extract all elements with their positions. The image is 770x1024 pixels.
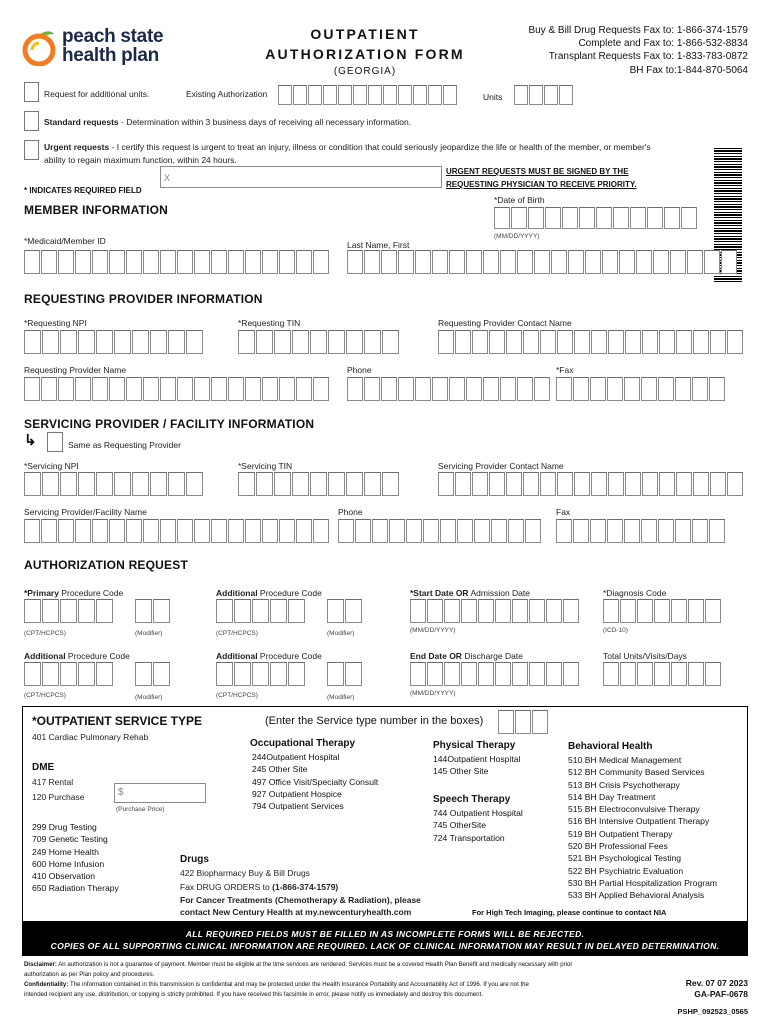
cpt-note-4: (CPT/HCPCS)	[216, 692, 258, 699]
peach-logo-icon	[22, 28, 58, 66]
bh-item: 519 BH Outpatient Therapy	[568, 828, 673, 839]
additional-code-field-3[interactable]	[216, 662, 305, 686]
primary-modifier-field[interactable]	[135, 599, 170, 623]
ot-heading: Occupational Therapy	[250, 738, 356, 749]
additional-code-label-1	[216, 588, 322, 598]
fax-complete: Complete and Fax to: 1-866-532-8834	[578, 38, 748, 50]
modifier-note-3: (Modifier)	[135, 694, 163, 701]
end-t: Discharge Date	[461, 651, 523, 661]
misc-item: 709 Genetic Testing	[32, 834, 108, 845]
additional-code-label-3	[216, 651, 322, 661]
additional-modifier-field-2[interactable]	[135, 662, 170, 686]
additional-code-field-1[interactable]	[216, 599, 305, 623]
additional3-t: Procedure Code	[257, 651, 322, 661]
additional1-t: Procedure Code	[257, 588, 322, 598]
form-code: GA-PAF-0678	[694, 989, 748, 999]
st-list	[433, 807, 523, 844]
start-b: *Start Date OR	[410, 588, 469, 598]
service-type-field[interactable]	[498, 710, 548, 734]
member-name-field[interactable]	[347, 250, 737, 274]
required-banner	[22, 922, 748, 956]
end-date-label	[410, 651, 523, 661]
cpt-note-2: (CPT/HCPCS)	[216, 630, 258, 637]
existing-auth-field[interactable]	[278, 85, 457, 105]
req-fax-label: *Fax	[556, 365, 574, 375]
start-date-label	[410, 588, 530, 598]
pt-heading: Physical Therapy	[433, 740, 516, 751]
disclaimer	[24, 960, 644, 1000]
additional-code-label-2	[24, 651, 130, 661]
misc-item: 299 Drug Testing	[32, 822, 97, 832]
request-additional-label: Request for additional units.	[44, 89, 150, 99]
pt-item: 144Outpatient Hospital	[433, 754, 521, 764]
member-name-label: Last Name, First	[347, 240, 410, 250]
bh-item: 520 BH Professional Fees	[568, 841, 668, 852]
bh-item: 533 BH Applied Behavioral Analysis	[568, 890, 705, 901]
misc-item: 650 Radiation Therapy	[32, 883, 119, 894]
disclaimer-b: Disclaimer:	[24, 961, 57, 968]
dme-heading: DME	[32, 762, 55, 773]
ot-item: 927 Outpatient Hospice	[252, 788, 342, 799]
mmdd-note-1: (MM/DD/YYYY)	[410, 627, 456, 634]
standard-request-text	[44, 117, 411, 127]
req-phone-label: Phone	[347, 365, 372, 375]
cpt-note-3: (CPT/HCPCS)	[24, 692, 66, 699]
svc-contact-label: Servicing Provider Contact Name	[438, 461, 564, 471]
bh-item: 512 BH Community Based Services	[568, 767, 705, 778]
purchase-price-field[interactable]	[114, 783, 206, 803]
req-name-field[interactable]	[24, 377, 329, 401]
pt-item: 145 Other Site	[433, 766, 489, 777]
bh-item: 514 BH Day Treatment	[568, 791, 656, 802]
arrow-return-icon: ↳	[24, 432, 37, 449]
dob-field[interactable]	[494, 207, 697, 229]
additional3-b: Additional	[216, 651, 258, 661]
confidentiality-t2: intended recipient any use, distribution, or copying is strictly prohibited. If you have received this facsimile in error, please notify us immediately and destroy this document.	[24, 991, 483, 998]
signature-x: X	[164, 173, 171, 183]
svc-phone-field[interactable]	[338, 519, 541, 543]
purchase-price-note: (Purchase Price)	[116, 806, 165, 813]
primary-code-field[interactable]	[24, 599, 113, 623]
end-date-field[interactable]	[410, 662, 579, 686]
same-as-requesting-checkbox[interactable]	[47, 432, 63, 452]
disclaimer-t2: authorization as per Plan policy and procedures.	[24, 971, 155, 978]
additional-code-field-2[interactable]	[24, 662, 113, 686]
primary-b: *Primary	[24, 588, 59, 598]
urgent-sign-line1: URGENT REQUESTS MUST BE SIGNED BY THE	[446, 167, 629, 176]
bh-heading: Behavioral Health	[568, 741, 653, 752]
logo-text-line2: health plan	[62, 45, 159, 66]
primary-t: Procedure Code	[58, 588, 124, 598]
dme-rental: 417 Rental	[32, 777, 74, 787]
modifier-note-1: (Modifier)	[135, 630, 163, 637]
physician-signature-field[interactable]	[160, 166, 442, 188]
svc-tin-label: *Servicing TIN	[238, 461, 293, 471]
bh-item: 516 BH Intensive Outpatient Therapy	[568, 816, 710, 827]
bh-item: 510 BH Medical Management	[568, 755, 682, 765]
urgent-sign-line2: REQUESTING PHYSICIAN TO RECEIVE PRIORITY.	[446, 180, 637, 189]
member-id-label: *Medicaid/Member ID	[24, 236, 106, 246]
ot-item: 245 Other Site	[252, 764, 308, 775]
standard-request-checkbox[interactable]	[24, 111, 39, 131]
req-phone-field[interactable]	[347, 377, 550, 401]
bh-list	[568, 754, 717, 902]
st-item: 745 OtherSite	[433, 820, 487, 831]
form-state: (GEORGIA)	[333, 66, 397, 77]
svc-name-field[interactable]	[24, 519, 329, 543]
req-fax-field[interactable]	[556, 377, 725, 401]
ot-item: 244Outpatient Hospital	[252, 752, 340, 762]
cancer-line1: For Cancer Treatments (Chemotherapy & Radiation), please	[180, 895, 421, 905]
dob-label: *Date of Birth	[494, 195, 545, 205]
st-item: 724 Transportation	[433, 832, 505, 843]
form-title-line2: AUTHORIZATION FORM	[265, 46, 465, 62]
service-type-heading: *OUTPATIENT SERVICE TYPE	[32, 714, 203, 728]
form-title-line1: OUTPATIENT	[310, 26, 420, 42]
svc-npi-field[interactable]	[24, 472, 203, 496]
svc-npi-label: *Servicing NPI	[24, 461, 79, 471]
urgent-request-text	[44, 141, 651, 167]
urgent-request-checkbox[interactable]	[24, 140, 39, 160]
high-tech-note: For High Tech Imaging, please continue to contact NIA	[472, 908, 667, 917]
start-date-field[interactable]	[410, 599, 579, 623]
modifier-note-2: (Modifier)	[327, 630, 355, 637]
req-name-label: Requesting Provider Name	[24, 365, 127, 375]
banner-line1: ALL REQUIRED FIELDS MUST BE FILLED IN AS INCOMPLETE FORMS WILL BE REJECTED.	[185, 929, 585, 939]
drugs-fax-num: (1-866-374-1579)	[272, 882, 339, 892]
drugs-item: 422 Biopharmacy Buy & Bill Drugs	[180, 868, 310, 878]
req-tin-label: *Requesting TIN	[238, 318, 301, 328]
drugs-heading: Drugs	[180, 854, 209, 865]
cardiac-rehab: 401 Cardiac Pulmonary Rehab	[32, 732, 149, 742]
diagnosis-label: *Diagnosis Code	[603, 588, 667, 598]
confidentiality-t: The information contained in this transmission is confidential and may be protected under the Health Insurance Portability and Accountability Act of 1996. If you are not the	[68, 981, 529, 988]
banner-line2: COPIES OF ALL SUPPORTING CLINICAL INFORMATION ARE REQUIRED. LACK OF CLINICAL INFORMATION MAY RESULT IN DELAYED DETERMINATION.	[50, 941, 720, 951]
auth-heading: AUTHORIZATION REQUEST	[24, 558, 188, 572]
svc-contact-field[interactable]	[438, 472, 743, 496]
fax-transplant: Transplant Requests Fax to: 1-833-783-0872	[548, 51, 748, 63]
urgent-desc: - I certify this request is urgent to treat an injury, illness or condition that could seriously jeopardize the life or health of the member, or member's	[109, 142, 651, 152]
drugs-fax-pre: Fax DRUG ORDERS to	[180, 882, 273, 892]
standard-bold: Standard requests	[44, 117, 119, 127]
additional-modifier-field-1[interactable]	[327, 599, 362, 623]
ot-item: 794 Outpatient Services	[252, 801, 344, 812]
svc-tin-field[interactable]	[238, 472, 399, 496]
disclaimer-t: An authorization is not a guarantee of payment. Member must be eligible at the time services are rendered. Services must be a covered Health Plan Benefit and medically necessary with prior	[56, 961, 573, 968]
end-b: End Date OR	[410, 651, 462, 661]
icd-note: (ICD-10)	[603, 627, 628, 634]
required-note: * INDICATES REQUIRED FIELD	[24, 186, 142, 195]
urgent-desc2: ability to regain maximum function, within 24 hours.	[44, 155, 237, 165]
member-heading: MEMBER INFORMATION	[24, 203, 169, 217]
same-as-requesting-label: Same as Requesting Provider	[68, 440, 181, 450]
servicing-heading: SERVICING PROVIDER / FACILITY INFORMATION	[24, 417, 315, 431]
dob-format: (MM/DD/YYYY)	[494, 233, 540, 240]
total-units-field[interactable]	[603, 662, 721, 686]
fax-bh: BH Fax to:1-844-870-5064	[629, 64, 748, 76]
cpt-note-1: (CPT/HCPCS)	[24, 630, 66, 637]
additional2-t: Procedure Code	[65, 651, 130, 661]
modifier-note-4: (Modifier)	[327, 694, 355, 701]
additional-units-checkbox[interactable]	[24, 82, 39, 102]
bh-item: 530 BH Partial Hospitalization Program	[568, 877, 718, 888]
confidentiality-b: Confidentiality:	[24, 981, 69, 988]
cancer-line2: contact New Century Health at my.newcenturyhealth.com	[180, 907, 412, 917]
drugs-fax	[180, 882, 338, 892]
misc-item: 600 Home Infusion	[32, 858, 105, 869]
st-heading: Speech Therapy	[433, 794, 511, 805]
bh-item: 521 BH Psychological Testing	[568, 853, 682, 864]
urgent-bold: Urgent requests	[44, 142, 110, 152]
req-npi-field[interactable]	[24, 330, 203, 354]
misc-services-list	[32, 821, 119, 895]
pt-list	[433, 753, 520, 778]
additional2-b: Additional	[24, 651, 66, 661]
primary-code-label	[24, 588, 123, 598]
req-contact-field[interactable]	[438, 330, 743, 354]
ot-list	[252, 751, 378, 812]
logo-text-line1: peach state	[62, 26, 164, 47]
misc-item: 410 Observation	[32, 871, 96, 882]
dme-purchase: 120 Purchase	[32, 792, 85, 802]
svc-fax-label: Fax	[556, 507, 571, 517]
start-t: Admission Date	[468, 588, 530, 598]
additional-modifier-field-3[interactable]	[327, 662, 362, 686]
svc-name-label: Servicing Provider/Facility Name	[24, 507, 147, 517]
doc-id: PSHP_092523_0565	[677, 1007, 748, 1016]
bh-item: 515 BH Electroconvulsive Therapy	[568, 804, 700, 815]
units-label: Units	[483, 92, 503, 102]
mmdd-note-2: (MM/DD/YYYY)	[410, 690, 456, 697]
logo	[22, 24, 172, 68]
additional1-b: Additional	[216, 588, 258, 598]
service-type-instructions: (Enter the Service type number in the boxes)	[265, 715, 484, 727]
req-contact-label: Requesting Provider Contact Name	[438, 318, 572, 328]
bh-item: 513 BH Crisis Psychotherapy	[568, 779, 680, 790]
dollar-sign: $	[118, 787, 124, 798]
svc-fax-field[interactable]	[556, 519, 725, 543]
standard-desc: - Determination within 3 business days of receiving all necessary information.	[118, 117, 412, 127]
bh-item: 522 BH Psychiatric Evaluation	[568, 865, 684, 876]
total-units-label: Total Units/Visits/Days	[603, 651, 687, 661]
ot-item: 497 Office Visit/Specialty Consult	[252, 776, 379, 787]
req-npi-label: *Requesting NPI	[24, 318, 87, 328]
member-id-field[interactable]	[24, 250, 329, 274]
st-item: 744 Outpatient Hospital	[433, 808, 523, 818]
req-tin-field[interactable]	[238, 330, 399, 354]
rev-date: Rev. 07 07 2023	[685, 978, 748, 988]
fax-buy-bill: Buy & Bill Drug Requests Fax to: 1-866-374-1579	[528, 25, 748, 36]
requesting-heading: REQUESTING PROVIDER INFORMATION	[24, 292, 263, 306]
misc-item: 249 Home Health	[32, 846, 99, 857]
existing-auth-label: Existing Authorization	[186, 89, 268, 99]
diagnosis-field[interactable]	[603, 599, 721, 623]
units-field[interactable]	[514, 85, 573, 105]
svc-phone-label: Phone	[338, 507, 363, 517]
